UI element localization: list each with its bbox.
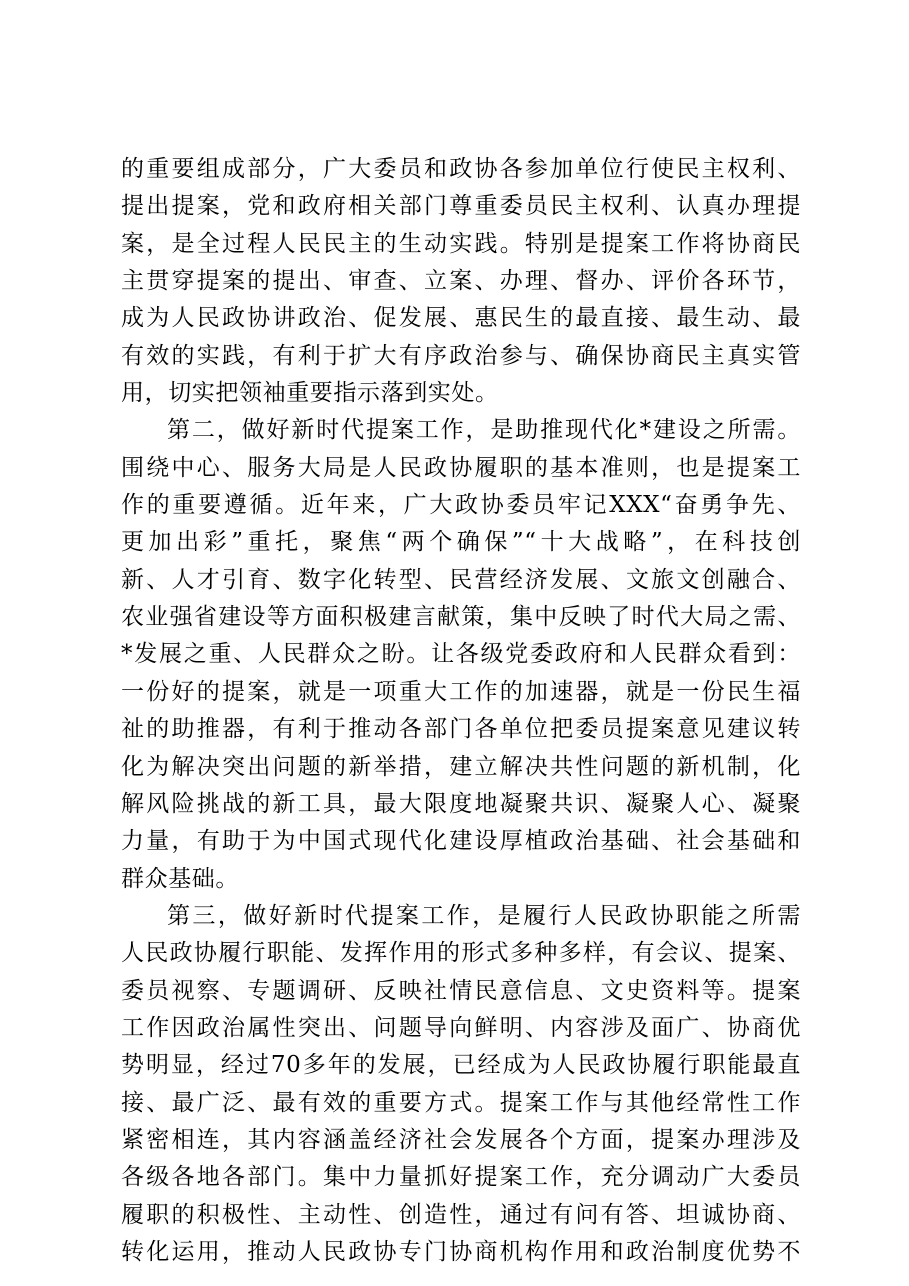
text-line: 祉的助推器，有利于推动各部门各单位把委员提案意见建议转 [121,716,801,743]
text-line: 第二，做好新时代提案工作，是助推现代化*建设之所需。 [167,417,801,444]
text-line: 解风险挑战的新工具，最大限度地凝聚共识、凝聚人心、凝聚 [121,790,801,817]
text-line: 势明显，经过70多年的发展，已经成为人民政协履行职能最直 [121,1052,801,1079]
text-line: 委员视察、专题调研、反映社情民意信息、文史资料等。提案 [121,977,801,1004]
text-line: 用，切实把领袖重要指示落到实处。 [121,380,499,407]
text-line: 群众基础。 [121,865,239,892]
text-line: 力量，有助于为中国式现代化建设厚植政治基础、社会基础和 [121,828,801,855]
text-line: 作的重要遵循。近年来，广大政协委员牢记XXX“奋勇争先、 [121,492,801,519]
text-line: 工作因政治属性突出、问题导向鲜明、内容涉及面广、协商优 [121,1014,801,1041]
text-line: 转化运用，推动人民政协专门协商机构作用和政治制度优势不 [121,1238,801,1265]
text-line: 提出提案，党和政府相关部门尊重委员民主权利、认真办理提 [121,193,801,220]
body-text [121,151,801,1271]
text-line: 主贯穿提案的提出、审查、立案、办理、督办、评价各环节， [121,268,801,295]
text-line: 第三，做好新时代提案工作，是履行人民政协职能之所需 [167,902,801,929]
text-line: 各级各地各部门。集中力量抓好提案工作，充分调动广大委员 [121,1164,801,1191]
text-line: 履职的积极性、主动性、创造性，通过有问有答、坦诚协商、 [121,1201,801,1228]
text-line: 更加出彩”重托，聚焦“两个确保”“十大战略”，在科技创 [121,529,801,556]
text-line: 化为解决突出问题的新举措，建立解决共性问题的新机制，化 [121,753,801,780]
text-line: 有效的实践，有利于扩大有序政治参与、确保协商民主真实管 [121,342,801,369]
text-line: 农业强省建设等方面积极建言献策，集中反映了时代大局之需、 [121,604,801,631]
text-line: 围绕中心、服务大局是人民政协履职的基本准则，也是提案工 [121,454,801,481]
text-line: 接、最广泛、最有效的重要方式。提案工作与其他经常性工作 [121,1089,801,1116]
text-line: 新、人才引育、数字化转型、民营经济发展、文旅文创融合、 [121,566,801,593]
text-line: 的重要组成部分，广大委员和政协各参加单位行使民主权利、 [121,156,801,182]
text-line: 一份好的提案，就是一项重大工作的加速器，就是一份民生福 [121,678,801,705]
text-line: 紧密相连，其内容涵盖经济社会发展各个方面，提案办理涉及 [121,1126,801,1153]
text-line: 案，是全过程人民民主的生动实践。特别是提案工作将协商民 [121,230,801,257]
text-line: 成为人民政协讲政治、促发展、惠民生的最直接、最生动、最 [121,305,801,332]
text-line: *发展之重、人民群众之盼。让各级党委政府和人民群众看到： [121,641,801,668]
text-line: 人民政协履行职能、发挥作用的形式多种多样，有会议、提案、 [121,940,801,967]
